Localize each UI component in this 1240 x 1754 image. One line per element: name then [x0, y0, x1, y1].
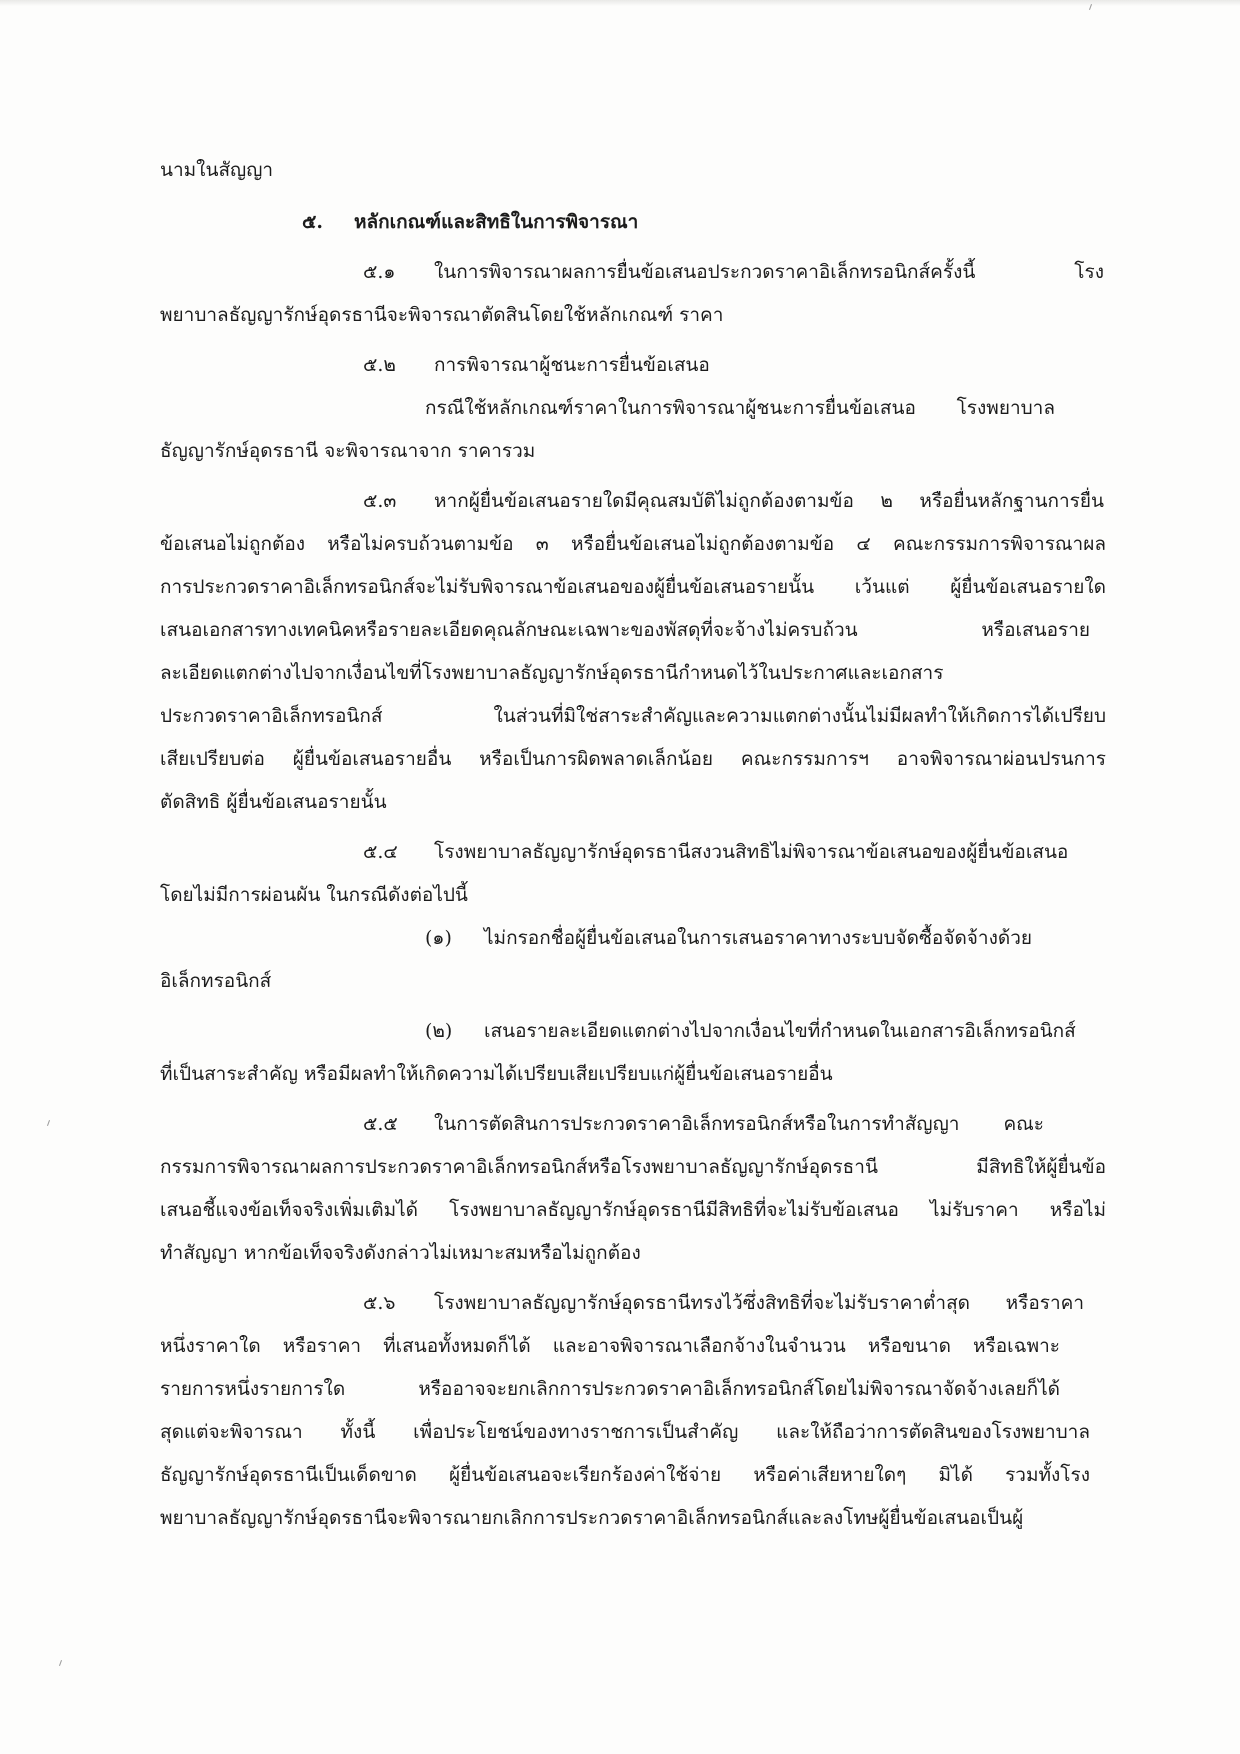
item-5-3-line: หากผู้ยื่นข้อเสนอรายใดมีคุณสมบัติไม่ถูกต้องตามข้อ ๒ หรือยื่นหลักฐานการยื่น	[434, 490, 1104, 512]
item-5-3-line: การประกวดราคาอิเล็กทรอนิกส์จะไม่รับพิจารณาข้อเสนอของผู้ยื่นข้อเสนอรายนั้น เว้นแต่ ผู้ยื่นข้อเสนอรายใด	[160, 576, 1106, 598]
scan-edge-shadow	[0, 0, 1240, 6]
item-5-1-line: พยาบาลธัญญารักษ์อุดรธานีจะพิจารณาตัดสินโดยใช้หลักเกณฑ์ ราคา	[160, 304, 724, 326]
continuation-text: นามในสัญญา	[160, 159, 274, 181]
item-5-2-line: กรณีใช้หลักเกณฑ์ราคาในการพิจารณาผู้ชนะการยื่นข้อเสนอ โรงพยาบาล	[425, 397, 1055, 419]
item-5-6-line: หนึ่งราคาใด หรือราคา ที่เสนอทั้งหมดก็ได้ และอาจพิจารณาเลือกจ้างในจำนวน หรือขนาด หรือเฉพาะ	[160, 1335, 1060, 1357]
item-5-2-title: การพิจารณาผู้ชนะการยื่นข้อเสนอ	[434, 354, 710, 376]
item-number-5-5: ๕.๕	[363, 1113, 398, 1135]
item-5-5-line: เสนอชี้แจงข้อเท็จจริงเพิ่มเติมได้ โรงพยาบาลธัญญารักษ์อุดรธานีมีสิทธิที่จะไม่รับข้อเสนอ ไม่รับราคา หรือไม่	[160, 1199, 1106, 1221]
item-5-4-line: โรงพยาบาลธัญญารักษ์อุดรธานีสงวนสิทธิไม่พิจารณาข้อเสนอของผู้ยื่นข้อเสนอ	[434, 841, 1069, 863]
item-5-1-line: ในการพิจารณาผลการยื่นข้อเสนอประกวดราคาอิเล็กทรอนิกส์ครั้งนี้ โรง	[434, 261, 1104, 283]
item-number-5-6: ๕.๖	[363, 1292, 396, 1314]
item-number-5-4: ๕.๔	[363, 841, 398, 863]
item-5-6-line: สุดแต่จะพิจารณา ทั้งนี้ เพื่อประโยชน์ของทางราชการเป็นสำคัญ และให้ถือว่าการตัดสินของโรงพยาบาล	[160, 1421, 1090, 1443]
item-5-6-line: รายการหนึ่งรายการใด หรืออาจจะยกเลิกการประกวดราคาอิเล็กทรอนิกส์โดยไม่พิจารณาจัดจ้างเลยก็ได้	[160, 1378, 1060, 1400]
item-5-5-line: ทำสัญญา หากข้อเท็จจริงดังกล่าวไม่เหมาะสมหรือไม่ถูกต้อง	[160, 1242, 641, 1264]
scan-mark	[59, 1660, 62, 1666]
item-5-5-line: ในการตัดสินการประกวดราคาอิเล็กทรอนิกส์หรือในการทำสัญญา คณะ	[434, 1113, 1044, 1135]
item-5-3-line: ตัดสิทธิ ผู้ยื่นข้อเสนอรายนั้น	[160, 791, 387, 813]
sub-2-line: เสนอรายละเอียดแตกต่างไปจากเงื่อนไขที่กำหนดในเอกสารอิเล็กทรอนิกส์	[484, 1020, 1076, 1042]
item-number-5-3: ๕.๓	[363, 490, 397, 512]
item-5-5-line: กรรมการพิจารณาผลการประกวดราคาอิเล็กทรอนิกส์หรือโรงพยาบาลธัญญารักษ์อุดรธานี มีสิทธิให้ผู้ยื่นข้อ	[160, 1156, 1106, 1178]
item-number-5-1: ๕.๑	[363, 261, 396, 283]
scan-mark	[1089, 4, 1092, 10]
scan-mark	[47, 1120, 50, 1126]
item-5-3-line: เสนอเอกสารทางเทคนิคหรือรายละเอียดคุณลักษณะเฉพาะของพัสดุที่จะจ้างไม่ครบถ้วน หรือเสนอราย	[160, 619, 1090, 641]
item-5-3-line: เสียเปรียบต่อ ผู้ยื่นข้อเสนอรายอื่น หรือเป็นการผิดพลาดเล็กน้อย คณะกรรมการฯ อาจพิจารณาผ่อนปรนการ	[160, 748, 1106, 770]
sub-number-1: (๑)	[425, 927, 452, 949]
section-number: ๕.	[302, 211, 323, 233]
item-5-3-line: ประกวดราคาอิเล็กทรอนิกส์ ในส่วนที่มิใช่สาระสำคัญและความแตกต่างนั้นไม่มีผลทำให้เกิดการได้เปรียบ	[160, 705, 1106, 727]
item-5-6-line: โรงพยาบาลธัญญารักษ์อุดรธานีทรงไว้ซึ่งสิทธิที่จะไม่รับราคาต่ำสุด หรือราคา	[434, 1292, 1084, 1314]
item-5-6-line: ธัญญารักษ์อุดรธานีเป็นเด็ดขาด ผู้ยื่นข้อเสนอจะเรียกร้องค่าใช้จ่าย หรือค่าเสียหายใดๆ มิได้ รวมทั้งโรง	[160, 1464, 1090, 1486]
item-5-3-line: ข้อเสนอไม่ถูกต้อง หรือไม่ครบถ้วนตามข้อ ๓ หรือยื่นข้อเสนอไม่ถูกต้องตามข้อ ๔ คณะกรรมการพิจารณาผล	[160, 533, 1106, 555]
item-5-6-line: พยาบาลธัญญารักษ์อุดรธานีจะพิจารณายกเลิกการประกวดราคาอิเล็กทรอนิกส์และลงโทษผู้ยื่นข้อเสนอเป็นผู้	[160, 1507, 1024, 1529]
sub-1-line: อิเล็กทรอนิกส์	[160, 970, 272, 992]
item-5-4-line: โดยไม่มีการผ่อนผัน ในกรณีดังต่อไปนี้	[160, 884, 468, 906]
item-number-5-2: ๕.๒	[363, 354, 396, 376]
sub-1-line: ไม่กรอกชื่อผู้ยื่นข้อเสนอในการเสนอราคาทางระบบจัดซื้อจัดจ้างด้วย	[484, 927, 1033, 949]
section-title: หลักเกณฑ์และสิทธิในการพิจารณา	[354, 211, 639, 233]
sub-number-2: (๒)	[425, 1020, 453, 1042]
sub-2-line: ที่เป็นสาระสำคัญ หรือมีผลทำให้เกิดความได้เปรียบเสียเปรียบแก่ผู้ยื่นข้อเสนอรายอื่น	[160, 1063, 833, 1085]
item-5-2-line: ธัญญารักษ์อุดรธานี จะพิจารณาจาก ราคารวม	[160, 440, 536, 462]
item-5-3-line: ละเอียดแตกต่างไปจากเงื่อนไขที่โรงพยาบาลธัญญารักษ์อุดรธานีกำหนดไว้ในประกาศและเอกสาร	[160, 662, 944, 684]
